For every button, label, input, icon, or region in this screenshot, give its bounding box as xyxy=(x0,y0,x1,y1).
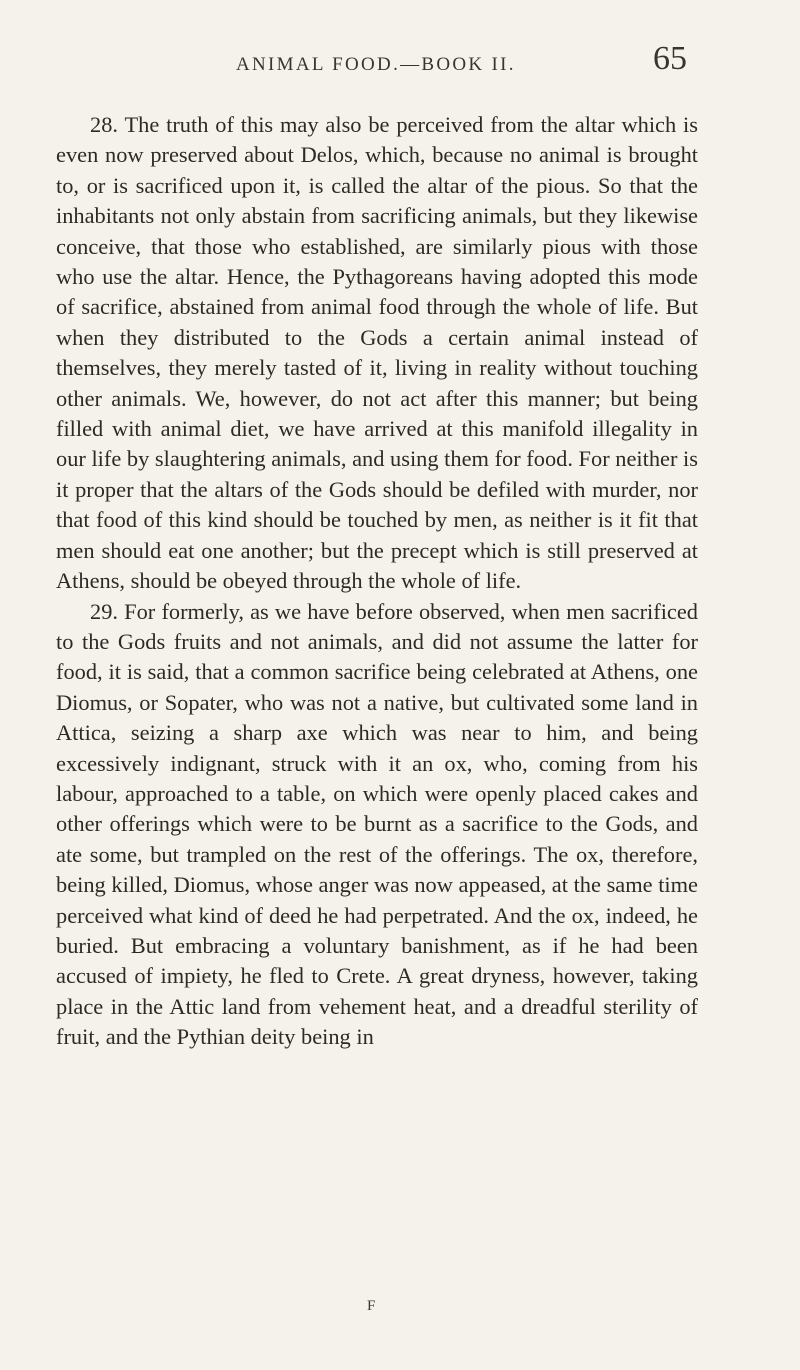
paragraph-29: 29. For formerly, as we have before observed, when men sacrificed to the Gods fruits and not animals, and did not assume the latter for food, it is said, that a common sacrifice being celebrated at Athens, one Diomus, or Sopater, who was not a native, but cultivated some land in Attica, seizing a sharp axe which was near to him, and being excessively indignant, struck with it an ox, who, coming from his labour, approached to a table, on which were openly placed cakes and other offerings which were to be burnt as a sacrifice to the Gods, and ate some, but trampled on the rest of the offerings. The ox, therefore, being killed, Diomus, whose anger was now appeased, at the same time perceived what kind of deed he had perpetrated. And the ox, indeed, he buried. But embracing a voluntary banishment, as if he had been accused of impiety, he fled to Crete. A great dryness, however, taking place in the Attic land from vehement heat, and a dreadful sterility of fruit, and the Pythian deity being in xyxy=(56,598,698,1050)
running-head xyxy=(0,40,800,90)
running-title: ANIMAL FOOD.—BOOK II. xyxy=(236,54,516,75)
signature-mark: F xyxy=(367,1298,377,1314)
page-number: 65 xyxy=(653,40,687,77)
paragraph-28: 28. The truth of this may also be perceived from the altar which is even now preserved about Delos, which, because no animal is brought to, or is sacrificed upon it, is called the altar of the pious. So that the inhabitants not only abstain from sacrificing animals, but they likewise conceive, that those who established, are similarly pious with those who use the altar. Hence, the Pythagoreans having adopted this mode of sacrifice, abstained from animal food through the whole of life. But when they distributed to the Gods a certain animal instead of themselves, they merely tasted of it, living in reality without touching other animals. We, however, do not act after this manner; but being filled with animal diet, we have arrived at this manifold illegality in our life by slaughtering animals, and using them for food. For neither is it proper that the altars of the Gods should be defiled with murder, nor that food of this kind should be touched by men, as neither is it fit that men should eat one another; but the precept which is still preserved at Athens, should be obeyed through the whole of life. xyxy=(56,112,698,594)
body-text xyxy=(56,110,698,1053)
